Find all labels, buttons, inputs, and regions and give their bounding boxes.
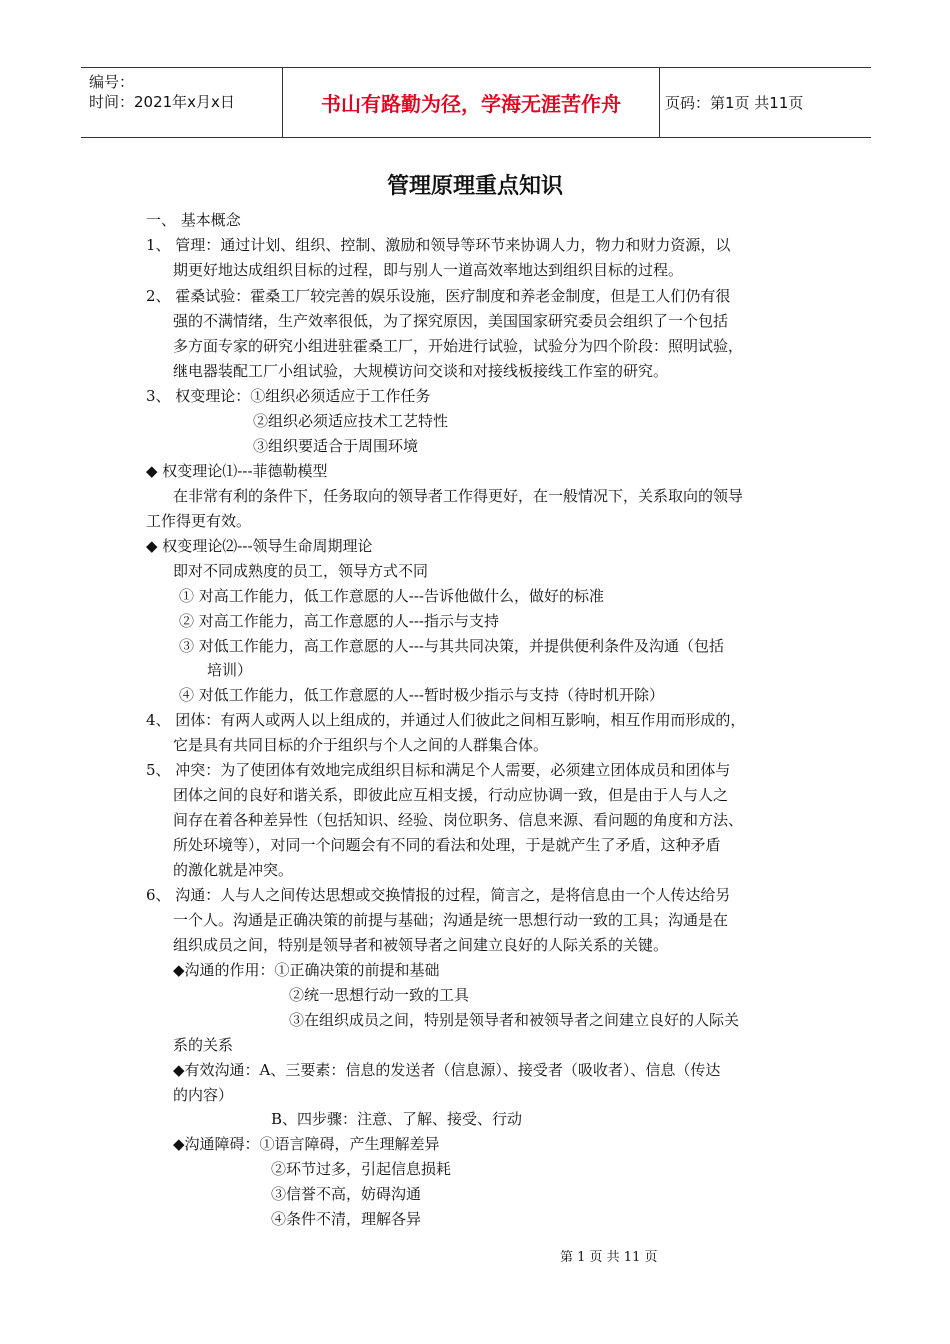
text-line: 工作得更有效。 bbox=[146, 512, 252, 530]
text-line: 4、 团体：有两人或两人以上组成的，并通过人们彼此之间相互影响，相互作用而形成的， bbox=[146, 711, 746, 729]
text-line: 所处环境等），对同一个问题会有不同的看法和处理，于是就产生了矛盾，这种矛盾 bbox=[173, 836, 721, 854]
text-line: 团体之间的良好和谐关系，即彼此应互相支援，行动应协调一致，但是由于人与人之 bbox=[173, 786, 729, 804]
text-line: ②组织必须适应技术工艺特性 bbox=[253, 412, 449, 430]
text-line: 强的不满情绪，生产效率很低，为了探究原因，美国国家研究委员会组织了一个包括 bbox=[173, 312, 729, 330]
text-line: 它是具有共同目标的介于组织与个人之间的人群集合体。 bbox=[173, 736, 549, 754]
motto: 书山有路勤为径，学海无涯苦作舟 bbox=[282, 68, 660, 137]
text-line: 2、 霍桑试验：霍桑工厂较完善的娱乐设施，医疗制度和养老金制度，但是工人们仍有很 bbox=[146, 287, 731, 305]
page-header bbox=[81, 67, 871, 138]
text-line: 系的关系 bbox=[173, 1036, 234, 1054]
text-line: ③在组织成员之间，特别是领导者和被领导者之间建立良好的人际关 bbox=[289, 1011, 740, 1029]
number-label: 编号： bbox=[89, 73, 135, 91]
text-line: 期更好地达成组织目标的过程，即与别人一道高效率地达到组织目标的过程。 bbox=[173, 261, 684, 279]
text-line: ③组织要适合于周围环境 bbox=[253, 437, 419, 455]
list-item: ③ 对低工作能力，高工作意愿的人---与其共同决策，并提供便利条件及沟通（包括 bbox=[179, 637, 724, 655]
text-line: 间存在着各种差异性（包括知识、经验、岗位职务、信息来源、看问题的角度和方法、 bbox=[173, 811, 744, 829]
page-footer: 第 1 页 共 11 页 bbox=[560, 1250, 658, 1265]
bullet-line: ◆沟通的作用：①正确决策的前提和基础 bbox=[173, 961, 440, 979]
text-line: ④条件不清，理解各异 bbox=[271, 1210, 422, 1228]
text-line: 的激化就是冲突。 bbox=[173, 861, 294, 879]
bullet-line: ◆ 权变理论⑴---菲德勒模型 bbox=[146, 462, 328, 480]
text-line: ②统一思想行动一致的工具 bbox=[289, 986, 470, 1004]
text-line: 3、 权变理论：①组织必须适应于工作任务 bbox=[146, 387, 431, 405]
text-line: 在非常有利的条件下，任务取向的领导者工作得更好，在一般情况下，关系取向的领导 bbox=[173, 487, 744, 505]
time-label: 时间：2021年x月x日 bbox=[89, 93, 235, 111]
page-info: 页码：第1页 共11页 bbox=[665, 94, 804, 112]
text-line: 多方面专家的研究小组进驻霍桑工厂，开始进行试验，试验分为四个阶段：照明试验， bbox=[173, 337, 744, 355]
header-meta bbox=[81, 68, 281, 137]
text-line: 6、 沟通：人与人之间传达思想或交换情报的过程，简言之，是将信息由一个人传达给另 bbox=[146, 886, 731, 904]
text-line: 5、 冲突：为了使团体有效地完成组织目标和满足个人需要，必须建立团体成员和团体与 bbox=[146, 761, 731, 779]
text-line: 组织成员之间，特别是领导者和被领导者之间建立良好的人际关系的关键。 bbox=[173, 936, 669, 954]
text-line: 的内容） bbox=[173, 1086, 234, 1104]
bullet-line: ◆ 权变理论⑵---领导生命周期理论 bbox=[146, 537, 373, 555]
list-item: ② 对高工作能力，高工作意愿的人---指示与支持 bbox=[179, 612, 499, 630]
list-item: ④ 对低工作能力，低工作意愿的人---暂时极少指示与支持（待时机开除） bbox=[179, 686, 664, 704]
text-line: 培训） bbox=[207, 661, 253, 679]
text-line: 1、 管理：通过计划、组织、控制、激励和领导等环节来协调人力，物力和财力资源，以 bbox=[146, 236, 731, 254]
text-line: ③信誉不高，妨碍沟通 bbox=[271, 1185, 422, 1203]
text-line: B、四步骤：注意、了解、接受、行动 bbox=[271, 1110, 523, 1128]
bullet-line: ◆有效沟通：A、三要素：信息的发送者（信息源）、接受者（吸收者）、信息（传达 bbox=[173, 1061, 721, 1079]
list-item: ① 对高工作能力，低工作意愿的人---告诉他做什么，做好的标准 bbox=[179, 587, 604, 605]
text-line: 即对不同成熟度的员工，领导方式不同 bbox=[173, 562, 429, 580]
text-line: ②环节过多，引起信息损耗 bbox=[271, 1160, 452, 1178]
section-heading: 一、 基本概念 bbox=[146, 211, 241, 229]
text-line: 一个人。沟通是正确决策的前提与基础；沟通是统一思想行动一致的工具；沟通是在 bbox=[173, 911, 729, 929]
bullet-line: ◆沟通障碍：①语言障碍，产生理解差异 bbox=[173, 1135, 440, 1153]
document-title: 管理原理重点知识 bbox=[386, 174, 563, 199]
text-line: 继电器装配工厂小组试验，大规模访问交谈和对接线板接线工作室的研究。 bbox=[173, 362, 669, 380]
